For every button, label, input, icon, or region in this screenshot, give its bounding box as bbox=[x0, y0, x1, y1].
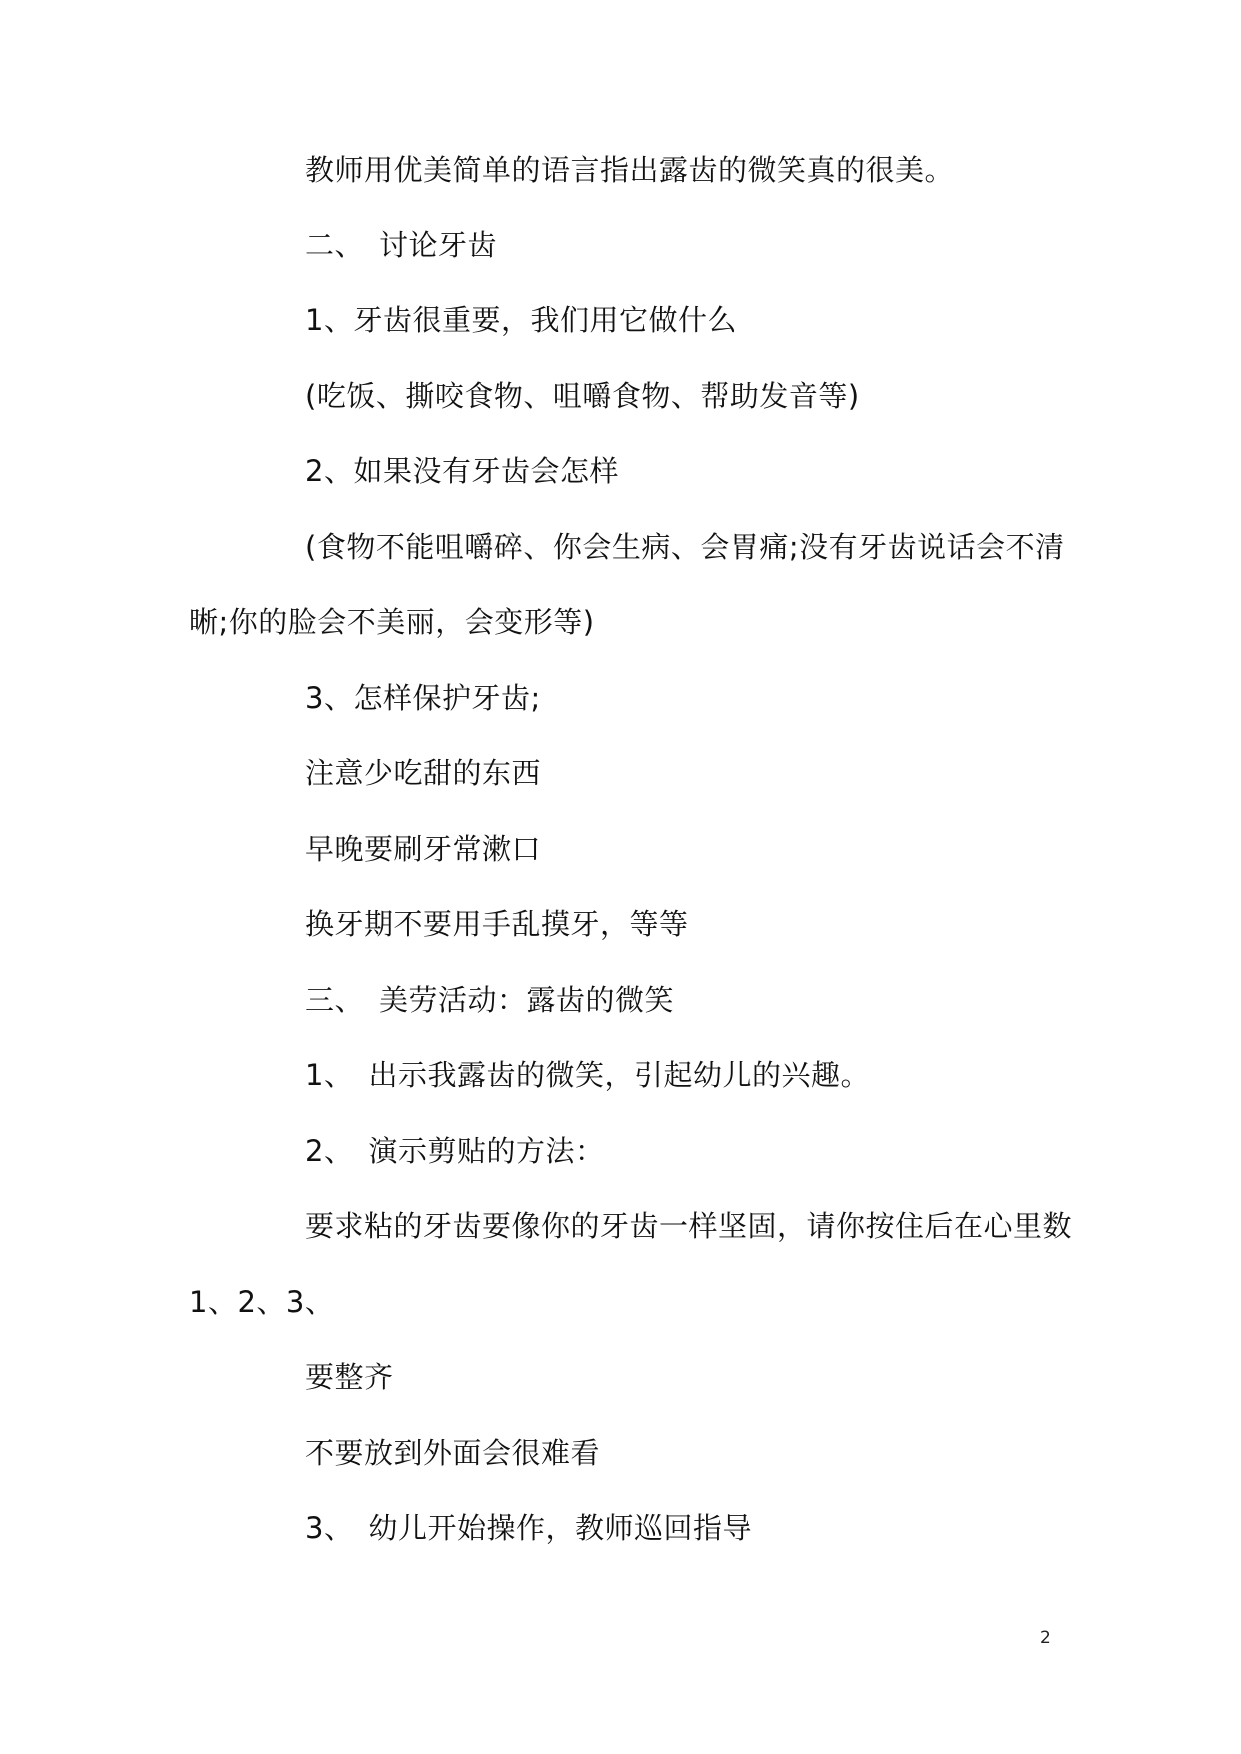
paragraph-line: 要整齐 bbox=[305, 1360, 394, 1394]
step-item: 3、 幼儿开始操作，教师巡回指导 bbox=[305, 1511, 752, 1545]
answer-line: 换牙期不要用手乱摸牙，等等 bbox=[305, 907, 689, 941]
question-item: 3、怎样保护牙齿; bbox=[305, 681, 541, 715]
question-item: 1、牙齿很重要，我们用它做什么 bbox=[305, 303, 737, 337]
paragraph-line: 不要放到外面会很难看 bbox=[305, 1436, 601, 1470]
section-heading: 二、 讨论牙齿 bbox=[305, 228, 498, 262]
answer-line: 早晚要刷牙常漱口 bbox=[305, 832, 542, 866]
paragraph-line: 教师用优美简单的语言指出露齿的微笑真的很美。 bbox=[305, 153, 955, 187]
answer-line-continued: 晰;你的脸会不美丽，会变形等) bbox=[189, 605, 595, 639]
answer-line: (食物不能咀嚼碎、你会生病、会胃痛;没有牙齿说话会不清 bbox=[305, 530, 1065, 564]
paragraph-line: 要求粘的牙齿要像你的牙齿一样坚固，请你按住后在心里数 bbox=[305, 1209, 1073, 1243]
section-heading: 三、 美劳活动：露齿的微笑 bbox=[305, 983, 675, 1017]
answer-line: 注意少吃甜的东西 bbox=[305, 756, 542, 790]
step-item: 1、 出示我露齿的微笑，引起幼儿的兴趣。 bbox=[305, 1058, 870, 1092]
page-number: 2 bbox=[1040, 1628, 1051, 1648]
question-item: 2、如果没有牙齿会怎样 bbox=[305, 454, 619, 488]
answer-line: (吃饭、撕咬食物、咀嚼食物、帮助发音等) bbox=[305, 379, 860, 413]
step-item: 2、 演示剪贴的方法： bbox=[305, 1134, 605, 1168]
paragraph-line-continued: 1、2、3、 bbox=[189, 1285, 335, 1319]
